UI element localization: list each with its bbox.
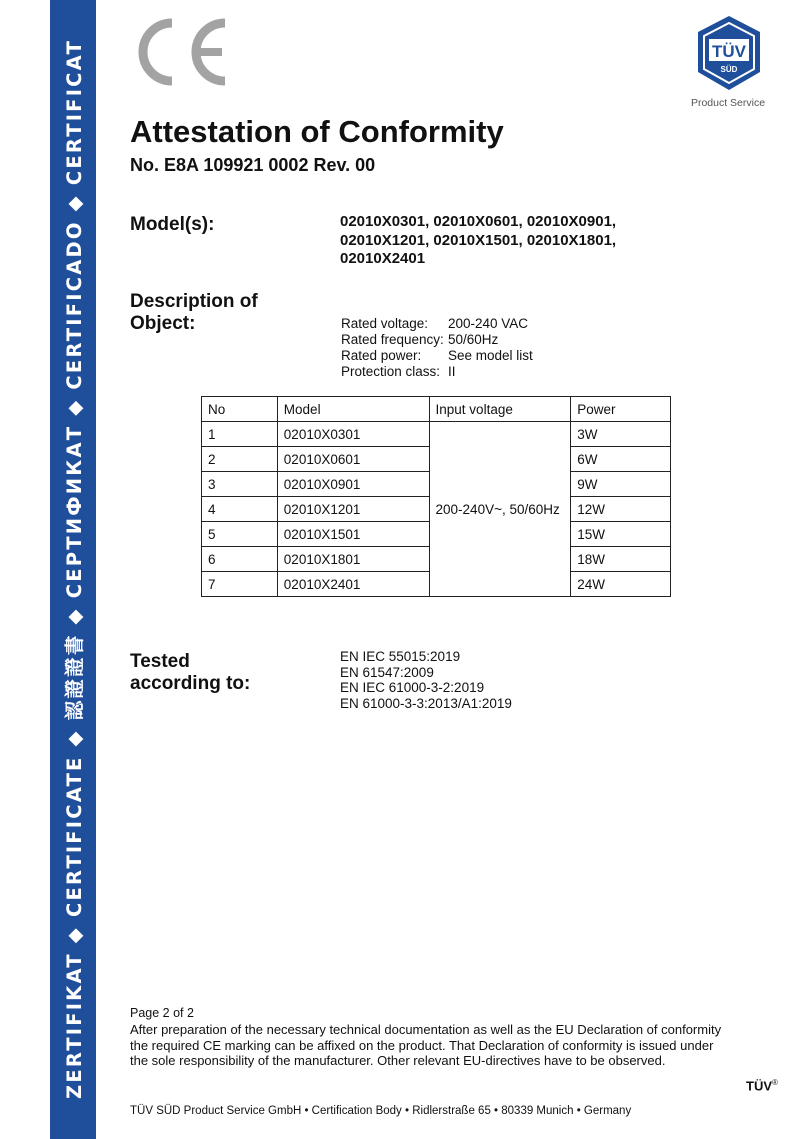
svg-text:TÜV: TÜV [712,42,746,61]
standard-item: EN IEC 55015:2019 [340,649,461,664]
tested-label: Tested according to: [130,651,251,694]
header-power: Power [571,397,671,422]
standard-item: EN 61000-3-3:2013/A1:2019 [340,695,512,711]
table-row: 1 02010X0301 200-240V~, 50/60Hz 3W [202,422,671,447]
table-row: 7 02010X2401 24W [202,572,671,597]
standards-list [340,649,512,711]
description-label: Description of Object: [130,291,258,334]
footer-notice: After preparation of the necessary technical documentation as well as the EU Declaration of conformity the required CE marking can be affixed on the product. That Declaration of conformity is issued under the sole responsibility of the manufacturer. Other relevant EU-directives have to be observed. [130,1022,722,1068]
tuv-wordmark: TÜV® [746,1078,778,1094]
description-specs [341,316,533,380]
table-row: 6 02010X1801 18W [202,547,671,572]
header-model: Model [277,397,429,422]
standard-item: EN IEC 61000-3-2:2019 [340,680,485,695]
sidebar-certificate-text: ZERTIFIKAT ◆ CERTIFICATE ◆ 認證證書 ◆ СЕРТИФИКАТ ◆ CERTIFICADO ◆ CERTIFICAT [63,39,86,1099]
model-power-table [201,396,671,597]
models-line: 02010X1201, 02010X1501, 02010X1801, [340,231,617,249]
table-header-row [202,397,671,422]
page-number: Page 2 of 2 [130,1006,194,1020]
spec-rated-power: Rated power: See model list [341,348,533,363]
models-line: 02010X0301, 02010X0601, 02010X0901, [340,213,617,230]
svg-text:SÜD: SÜD [720,65,738,74]
models-label: Model(s): [130,214,215,235]
spec-rated-frequency: Rated frequency: 50/60Hz [341,332,499,347]
spec-rated-voltage: Rated voltage: 200-240 VAC [341,316,529,331]
models-list [340,213,616,269]
ce-mark-icon [128,16,230,88]
spec-protection-class: Protection class: II [341,364,456,379]
header-input-voltage: Input voltage [429,397,571,422]
certificate-number: No. E8A 109921 0002 Rev. 00 [130,155,376,175]
models-line: 02010X2401 [340,250,426,267]
product-service-label: Product Service [690,97,766,109]
input-voltage-cell: 200-240V~, 50/60Hz [429,422,571,597]
table-row: 3 02010X0901 9W [202,472,671,497]
header-no: No [202,397,278,422]
tuv-sud-logo [692,14,766,94]
table-row: 4 02010X1201 12W [202,497,671,522]
document-title: Attestation of Conformity [130,114,504,149]
standard-item: EN 61547:2009 [340,664,434,680]
table-row: 2 02010X0601 6W [202,447,671,472]
table-row: 5 02010X1501 15W [202,522,671,547]
footer-address: TÜV SÜD Product Service GmbH • Certification Body • Ridlerstraße 65 • 80339 Munich • Germany [130,1105,632,1117]
